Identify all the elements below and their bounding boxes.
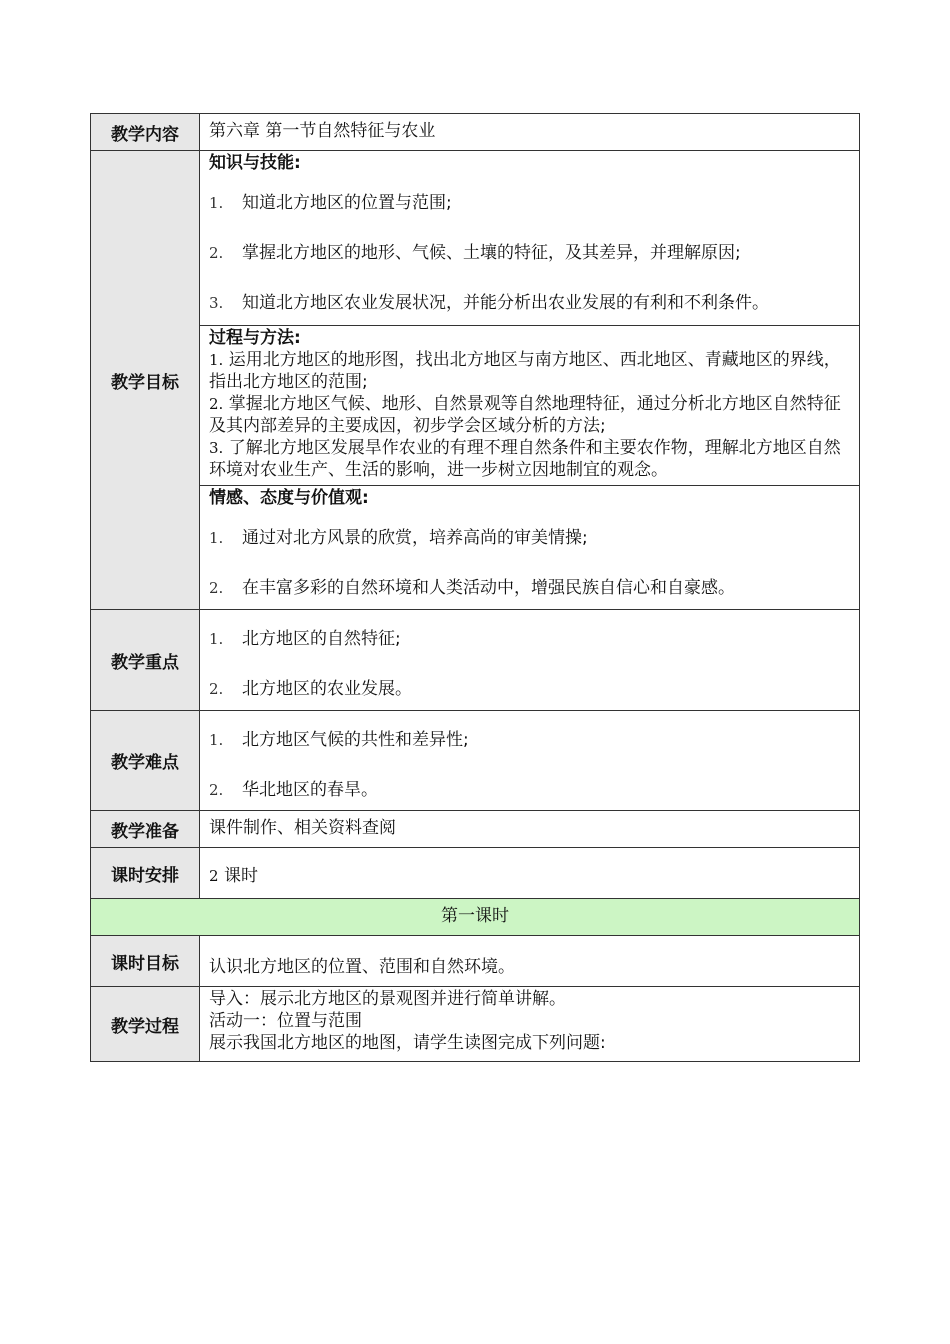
item-text: 掌握北方地区的地形、气候、土壤的特征，及其差异，并理解原因; <box>242 243 741 263</box>
item-text: 北方地区气候的共性和差异性; <box>242 730 469 750</box>
item-number: 2. <box>209 579 224 597</box>
value-teaching-content: 第六章 第一节自然特征与农业 <box>200 114 860 151</box>
key-point-item <box>209 677 850 701</box>
label-teaching-content: 教学内容 <box>91 114 200 151</box>
label-key-points: 教学重点 <box>91 610 200 711</box>
item-text: 北方地区的自然特征; <box>242 629 401 649</box>
difficulty-item <box>209 728 850 752</box>
item-text: 知道北方地区的位置与范围; <box>242 193 452 213</box>
row-preparation <box>91 811 860 848</box>
goals-process-cell <box>200 326 860 486</box>
row-schedule <box>91 848 860 899</box>
label-difficulties: 教学难点 <box>91 711 200 811</box>
label-teaching-goals: 教学目标 <box>91 151 200 610</box>
row-goals-knowledge <box>91 151 860 326</box>
difficulty-item <box>209 778 850 802</box>
item-number: 1. <box>209 630 224 648</box>
teaching-process-cell <box>200 987 860 1062</box>
item-number: 2. <box>209 244 224 262</box>
row-goals-process <box>91 326 860 486</box>
knowledge-title: 知识与技能: <box>209 153 301 173</box>
row-first-lesson <box>91 899 860 936</box>
label-lesson-goal: 课时目标 <box>91 936 200 987</box>
item-number: 1. <box>209 351 224 369</box>
process-item <box>209 437 850 481</box>
item-number: 3. <box>209 439 224 457</box>
item-text: 华北地区的春旱。 <box>242 780 378 800</box>
row-difficulties <box>91 711 860 811</box>
row-key-points <box>91 610 860 711</box>
label-teaching-process: 教学过程 <box>91 987 200 1062</box>
item-text: 运用北方地区的地形图，找出北方地区与南方地区、西北地区、青藏地区的界线，指出北方地区的范围; <box>209 350 841 392</box>
item-number: 2. <box>209 781 224 799</box>
value-schedule-cell <box>200 848 860 899</box>
item-text: 北方地区的农业发展。 <box>242 679 412 699</box>
row-teaching-content <box>91 114 860 151</box>
goals-knowledge-cell <box>200 151 860 326</box>
item-number: 1. <box>209 529 224 547</box>
item-text: 通过对北方风景的欣赏，培养高尚的审美情操; <box>242 528 588 548</box>
label-preparation: 教学准备 <box>91 811 200 848</box>
item-number: 1. <box>209 194 224 212</box>
item-text: 了解北方地区发展旱作农业的有理不理自然条件和主要农作物，理解北方地区自然环境对农业生产、生活的影响，进一步树立因地制宜的观念。 <box>209 438 841 480</box>
knowledge-item <box>209 291 850 315</box>
process-title: 过程与方法: <box>209 328 301 348</box>
item-number: 2. <box>209 680 224 698</box>
value-preparation: 课件制作、相关资料查阅 <box>200 811 860 848</box>
item-text: 知道北方地区农业发展状况，并能分析出农业发展的有利和不利条件。 <box>242 293 769 313</box>
process-line: 导入：展示北方地区的景观图并进行简单讲解。 <box>209 989 566 1009</box>
schedule-unit: 课时 <box>223 865 258 886</box>
emotion-title: 情感、态度与价值观: <box>209 488 369 508</box>
goals-emotion-cell <box>200 486 860 610</box>
process-line: 展示我国北方地区的地图，请学生读图完成下列问题: <box>209 1033 606 1053</box>
label-schedule: 课时安排 <box>91 848 200 899</box>
key-points-cell <box>200 610 860 711</box>
item-text: 在丰富多彩的自然环境和人类活动中，增强民族自信心和自豪感。 <box>242 578 735 598</box>
item-number: 1. <box>209 731 224 749</box>
key-point-item <box>209 627 850 651</box>
row-teaching-process <box>91 987 860 1062</box>
process-item <box>209 393 850 437</box>
value-lesson-goal: 认识北方地区的位置、范围和自然环境。 <box>200 936 860 987</box>
emotion-item <box>209 576 850 600</box>
first-lesson-banner: 第一课时 <box>91 899 860 936</box>
row-goals-emotion <box>91 486 860 610</box>
row-lesson-goal <box>91 936 860 987</box>
knowledge-item <box>209 191 850 215</box>
emotion-item <box>209 526 850 550</box>
item-number: 3. <box>209 294 224 312</box>
process-line: 活动一：位置与范围 <box>209 1011 362 1031</box>
item-number: 2. <box>209 395 224 413</box>
difficulties-cell <box>200 711 860 811</box>
lesson-plan-table <box>90 113 860 1062</box>
item-text: 掌握北方地区气候、地形、自然景观等自然地理特征，通过分析北方地区自然特征及其内部差异的主要成因，初步学会区域分析的方法; <box>209 394 841 436</box>
knowledge-item <box>209 241 850 265</box>
schedule-number: 2 <box>209 866 219 885</box>
process-item <box>209 349 850 393</box>
